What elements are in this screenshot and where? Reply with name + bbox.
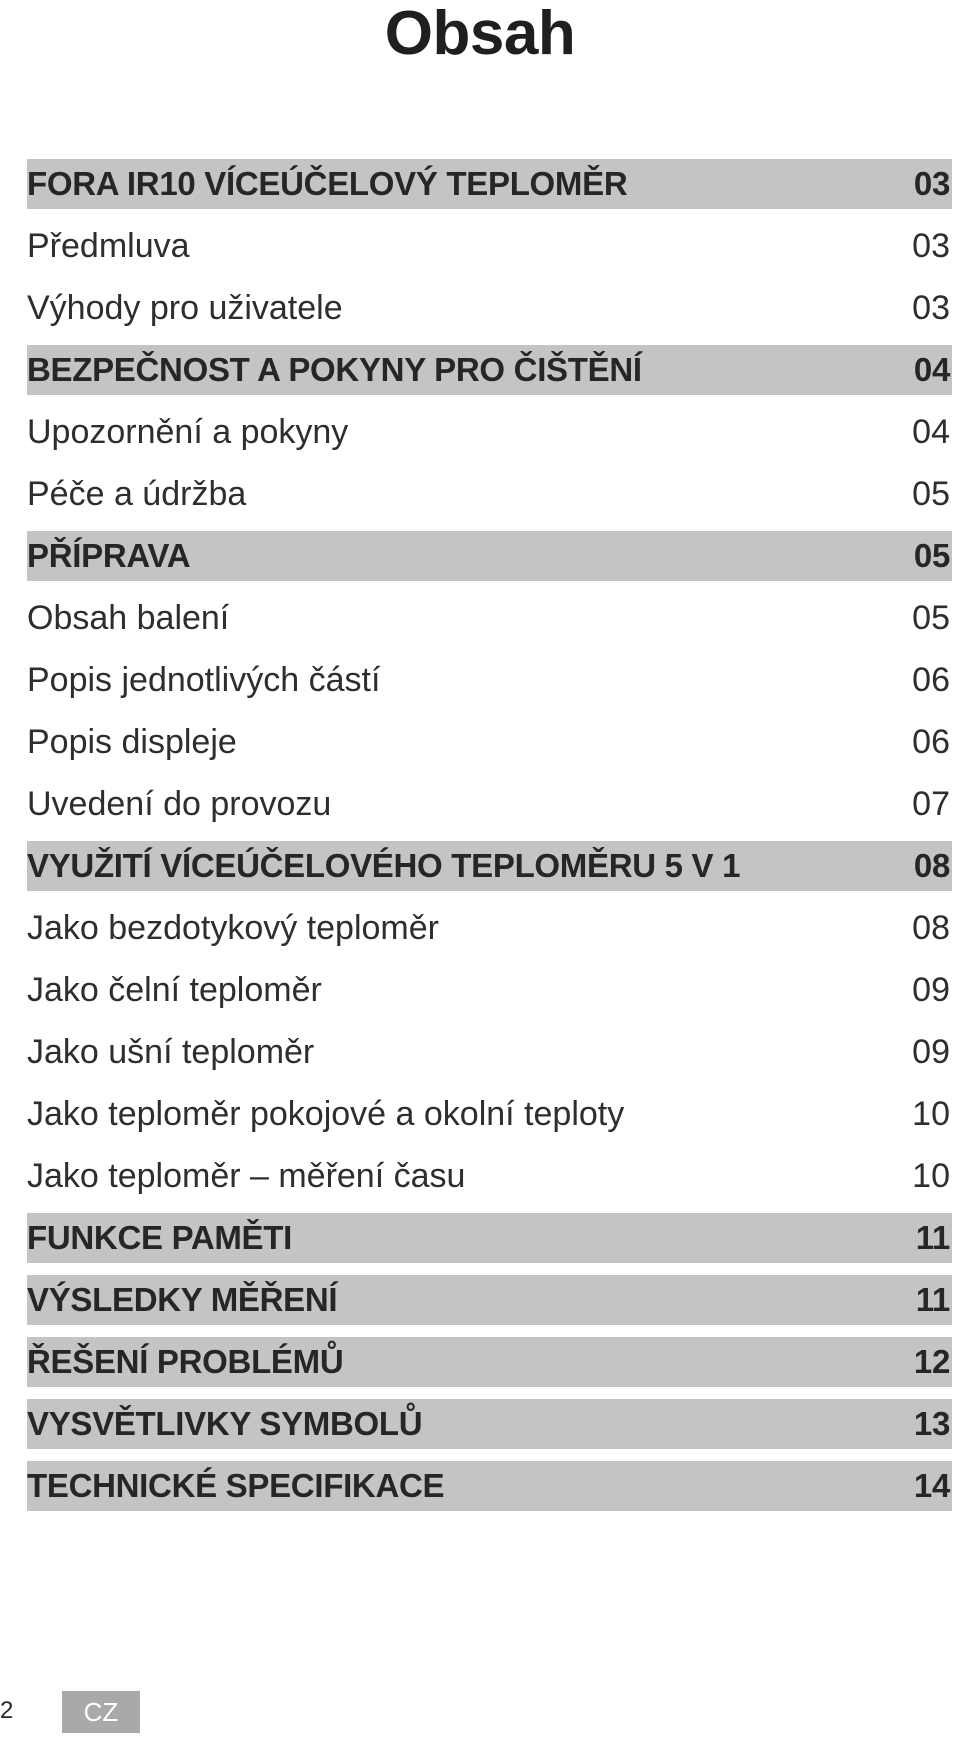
toc-entry-label: BEZPEČNOST A POKYNY PRO ČIŠTĚNÍ: [27, 351, 642, 388]
toc-row[interactable]: [27, 903, 952, 953]
toc-entry-page: 14: [913, 1467, 950, 1504]
toc-row[interactable]: [27, 841, 952, 891]
toc-row[interactable]: [27, 593, 952, 643]
toc-entry-page: 03: [912, 288, 950, 327]
toc-entry-label: Jako čelní teploměr: [27, 970, 322, 1009]
toc-entry-page: 10: [912, 1094, 950, 1133]
toc-entry-label: VYSVĚTLIVKY SYMBOLŮ: [27, 1405, 423, 1442]
toc-row[interactable]: [27, 221, 952, 271]
toc-row[interactable]: [27, 717, 952, 767]
toc-row[interactable]: [27, 407, 952, 457]
toc-entry-label: Péče a údržba: [27, 474, 247, 513]
toc-entry-page: 08: [913, 847, 950, 884]
toc-entry-label: ŘEŠENÍ PROBLÉMŮ: [27, 1343, 344, 1380]
toc-entry-label: Popis displeje: [27, 722, 237, 761]
toc-row[interactable]: [27, 283, 952, 333]
toc-row[interactable]: [27, 1461, 952, 1511]
toc-entry-page: 13: [913, 1405, 950, 1442]
toc-entry-page: 11: [915, 1281, 950, 1318]
toc-row[interactable]: [27, 1027, 952, 1077]
toc-entry-page: 05: [913, 537, 950, 574]
toc-row[interactable]: [27, 345, 952, 395]
language-badge: CZ: [62, 1691, 140, 1733]
toc-entry-page: 09: [912, 970, 950, 1009]
toc-entry-page: 10: [912, 1156, 950, 1195]
toc-row[interactable]: [27, 469, 952, 519]
toc-entry-label: Jako bezdotykový teploměr: [27, 908, 439, 947]
toc-entry-page: 08: [912, 908, 950, 947]
toc-entry-label: Uvedení do provozu: [27, 784, 332, 823]
table-of-contents: [27, 159, 952, 1523]
toc-row[interactable]: [27, 1337, 952, 1387]
toc-entry-label: VÝSLEDKY MĚŘENÍ: [27, 1281, 338, 1318]
toc-entry-label: Jako teploměr – měření času: [27, 1156, 466, 1195]
toc-row[interactable]: [27, 1275, 952, 1325]
toc-entry-page: 07: [912, 784, 950, 823]
toc-entry-label: Jako teploměr pokojové a okolní teploty: [27, 1094, 625, 1133]
toc-row[interactable]: [27, 1151, 952, 1201]
toc-entry-label: Obsah balení: [27, 598, 230, 637]
toc-entry-page: 09: [912, 1032, 950, 1071]
toc-entry-page: 05: [912, 598, 950, 637]
toc-row[interactable]: [27, 159, 952, 209]
toc-row[interactable]: [27, 1399, 952, 1449]
toc-entry-label: TECHNICKÉ SPECIFIKACE: [27, 1467, 445, 1504]
toc-row[interactable]: [27, 1089, 952, 1139]
toc-row[interactable]: [27, 779, 952, 829]
page-number: 2: [0, 1697, 14, 1724]
toc-entry-page: 04: [912, 412, 950, 451]
page-title: Obsah: [384, 0, 576, 68]
toc-entry-page: 06: [912, 660, 950, 699]
toc-entry-label: VYUŽITÍ VÍCEÚČELOVÉHO TEPLOMĚRU 5 V 1: [27, 847, 741, 884]
toc-entry-label: Upozornění a pokyny: [27, 412, 349, 451]
toc-entry-page: 03: [912, 226, 950, 265]
toc-entry-page: 11: [915, 1219, 950, 1256]
toc-entry-page: 12: [913, 1343, 950, 1380]
toc-row[interactable]: [27, 655, 952, 705]
toc-entry-label: FUNKCE PAMĚTI: [27, 1219, 292, 1256]
toc-row[interactable]: [27, 531, 952, 581]
toc-entry-label: Výhody pro uživatele: [27, 288, 343, 327]
toc-entry-label: Předmluva: [27, 226, 190, 265]
toc-row[interactable]: [27, 1213, 952, 1263]
toc-entry-label: PŘÍPRAVA: [27, 537, 191, 574]
toc-entry-label: FORA IR10 VÍCEÚČELOVÝ TEPLOMĚR: [27, 165, 628, 202]
toc-entry-page: 06: [912, 722, 950, 761]
toc-entry-label: Jako ušní teploměr: [27, 1032, 315, 1071]
toc-entry-page: 03: [913, 165, 950, 202]
toc-entry-page: 05: [912, 474, 950, 513]
toc-row[interactable]: [27, 965, 952, 1015]
toc-entry-page: 04: [913, 351, 950, 388]
toc-entry-label: Popis jednotlivých částí: [27, 660, 381, 699]
